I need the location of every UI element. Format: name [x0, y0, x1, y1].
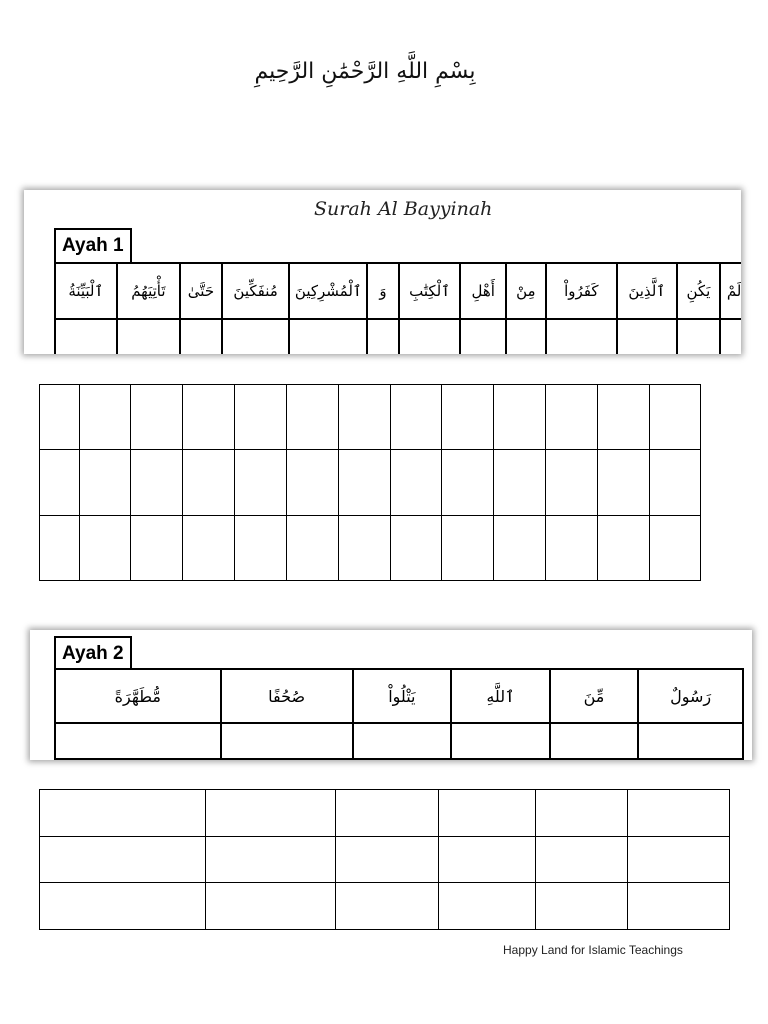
word-cell: تَأْتِيَهُمُ [117, 263, 180, 319]
practice-cell[interactable] [80, 450, 131, 515]
practice-cell[interactable] [40, 790, 206, 837]
word-cell: مِنْ [506, 263, 546, 319]
ayah-1-label: Ayah 1 [54, 228, 132, 264]
word-cell: ٱلْمُشْرِكِينَ [289, 263, 367, 319]
practice-cell[interactable] [182, 385, 234, 450]
word-cell: لَمْ [720, 263, 741, 319]
blank-writing-cell[interactable] [55, 319, 117, 354]
practice-cell[interactable] [131, 450, 183, 515]
practice-cell[interactable] [546, 515, 598, 580]
blank-writing-cell[interactable] [353, 723, 452, 759]
ayah-1-blank-row [55, 319, 741, 354]
practice-cell[interactable] [442, 515, 494, 580]
word-cell: صُحُفًا [221, 669, 353, 723]
practice-cell[interactable] [438, 790, 535, 837]
practice-cell[interactable] [338, 515, 390, 580]
word-cell: يَكُنِ [677, 263, 721, 319]
practice-cell[interactable] [234, 515, 286, 580]
practice-cell[interactable] [438, 836, 535, 883]
blank-writing-cell[interactable] [617, 319, 677, 354]
blank-writing-cell[interactable] [546, 319, 617, 354]
word-cell: مُّطَهَّرَةً [55, 669, 221, 723]
practice-cell[interactable] [494, 385, 546, 450]
word-cell: مُنفَكِّينَ [222, 263, 290, 319]
practice-cell[interactable] [80, 385, 131, 450]
practice-row [40, 450, 701, 515]
blank-writing-cell[interactable] [221, 723, 353, 759]
practice-cell[interactable] [40, 450, 80, 515]
word-cell: وَ [367, 263, 399, 319]
practice-cell[interactable] [131, 385, 183, 450]
practice-cell[interactable] [442, 450, 494, 515]
word-cell: يَتْلُواْ [353, 669, 452, 723]
practice-row [40, 385, 701, 450]
practice-cell[interactable] [649, 385, 700, 450]
word-cell: ٱلْبَيِّنَةُ [55, 263, 117, 319]
practice-cell[interactable] [627, 790, 729, 837]
blank-writing-cell[interactable] [117, 319, 180, 354]
ayah-2-label: Ayah 2 [54, 636, 132, 670]
blank-writing-cell[interactable] [677, 319, 721, 354]
practice-cell[interactable] [535, 790, 627, 837]
practice-cell[interactable] [131, 515, 183, 580]
practice-cell[interactable] [286, 450, 338, 515]
practice-cell[interactable] [205, 790, 336, 837]
practice-cell[interactable] [494, 515, 546, 580]
practice-row [40, 790, 730, 837]
practice-cell[interactable] [535, 883, 627, 930]
practice-cell[interactable] [80, 515, 131, 580]
blank-writing-cell[interactable] [399, 319, 461, 354]
word-cell: حَتَّىٰ [180, 263, 222, 319]
practice-cell[interactable] [390, 515, 442, 580]
word-cell: ٱلْكِتَٰبِ [399, 263, 461, 319]
blank-writing-cell[interactable] [550, 723, 639, 759]
ayah-2-panel [30, 630, 752, 760]
footer-credit: Happy Land for Islamic Teachings [503, 943, 683, 957]
blank-writing-cell[interactable] [289, 319, 367, 354]
ayah-2-blank-row [55, 723, 743, 759]
practice-cell[interactable] [442, 385, 494, 450]
blank-writing-cell[interactable] [638, 723, 743, 759]
practice-cell[interactable] [627, 836, 729, 883]
practice-cell[interactable] [336, 790, 438, 837]
practice-cell[interactable] [598, 515, 650, 580]
practice-cell[interactable] [494, 450, 546, 515]
practice-cell[interactable] [390, 450, 442, 515]
blank-writing-cell[interactable] [506, 319, 546, 354]
practice-cell[interactable] [234, 385, 286, 450]
practice-cell[interactable] [649, 450, 700, 515]
practice-cell[interactable] [338, 385, 390, 450]
practice-cell[interactable] [627, 883, 729, 930]
blank-writing-cell[interactable] [451, 723, 550, 759]
practice-cell[interactable] [205, 836, 336, 883]
practice-cell[interactable] [546, 450, 598, 515]
practice-cell[interactable] [338, 450, 390, 515]
word-cell: رَسُولٌ [638, 669, 743, 723]
practice-cell[interactable] [234, 450, 286, 515]
blank-writing-cell[interactable] [720, 319, 741, 354]
word-cell: مِّنَ [550, 669, 639, 723]
ayah-1-panel [24, 190, 741, 354]
practice-cell[interactable] [40, 836, 206, 883]
practice-row [40, 883, 730, 930]
ayah-2-word-table [54, 668, 744, 760]
practice-cell[interactable] [40, 883, 206, 930]
practice-cell[interactable] [336, 836, 438, 883]
basmala-heading: بِسْمِ اللَّهِ الرَّحْمَٰنِ الرَّحِيمِ [254, 59, 476, 84]
blank-writing-cell[interactable] [55, 723, 221, 759]
blank-writing-cell[interactable] [367, 319, 399, 354]
practice-cell[interactable] [286, 385, 338, 450]
blank-writing-cell[interactable] [222, 319, 290, 354]
surah-title: Surah Al Bayyinah [314, 198, 493, 220]
practice-cell[interactable] [40, 385, 80, 450]
practice-cell[interactable] [598, 385, 650, 450]
word-cell: أَهْلِ [460, 263, 506, 319]
practice-cell[interactable] [598, 450, 650, 515]
practice-cell[interactable] [182, 515, 234, 580]
practice-cell[interactable] [535, 836, 627, 883]
practice-cell[interactable] [40, 515, 80, 580]
ayah-1-word-row [55, 263, 741, 319]
blank-writing-cell[interactable] [460, 319, 506, 354]
word-cell: ٱلَّذِينَ [617, 263, 677, 319]
ayah-1-practice-grid [39, 384, 701, 581]
blank-writing-cell[interactable] [180, 319, 222, 354]
practice-cell[interactable] [438, 883, 535, 930]
ayah-2-word-row [55, 669, 743, 723]
practice-cell[interactable] [546, 385, 598, 450]
practice-row [40, 515, 701, 580]
practice-cell[interactable] [205, 883, 336, 930]
practice-row [40, 836, 730, 883]
practice-cell[interactable] [390, 385, 442, 450]
word-cell: ٱللَّهِ [451, 669, 550, 723]
ayah-1-word-table [54, 262, 741, 354]
practice-cell[interactable] [182, 450, 234, 515]
practice-cell[interactable] [336, 883, 438, 930]
ayah-2-practice-grid [39, 789, 730, 930]
practice-cell[interactable] [286, 515, 338, 580]
practice-cell[interactable] [649, 515, 700, 580]
word-cell: كَفَرُواْ [546, 263, 617, 319]
